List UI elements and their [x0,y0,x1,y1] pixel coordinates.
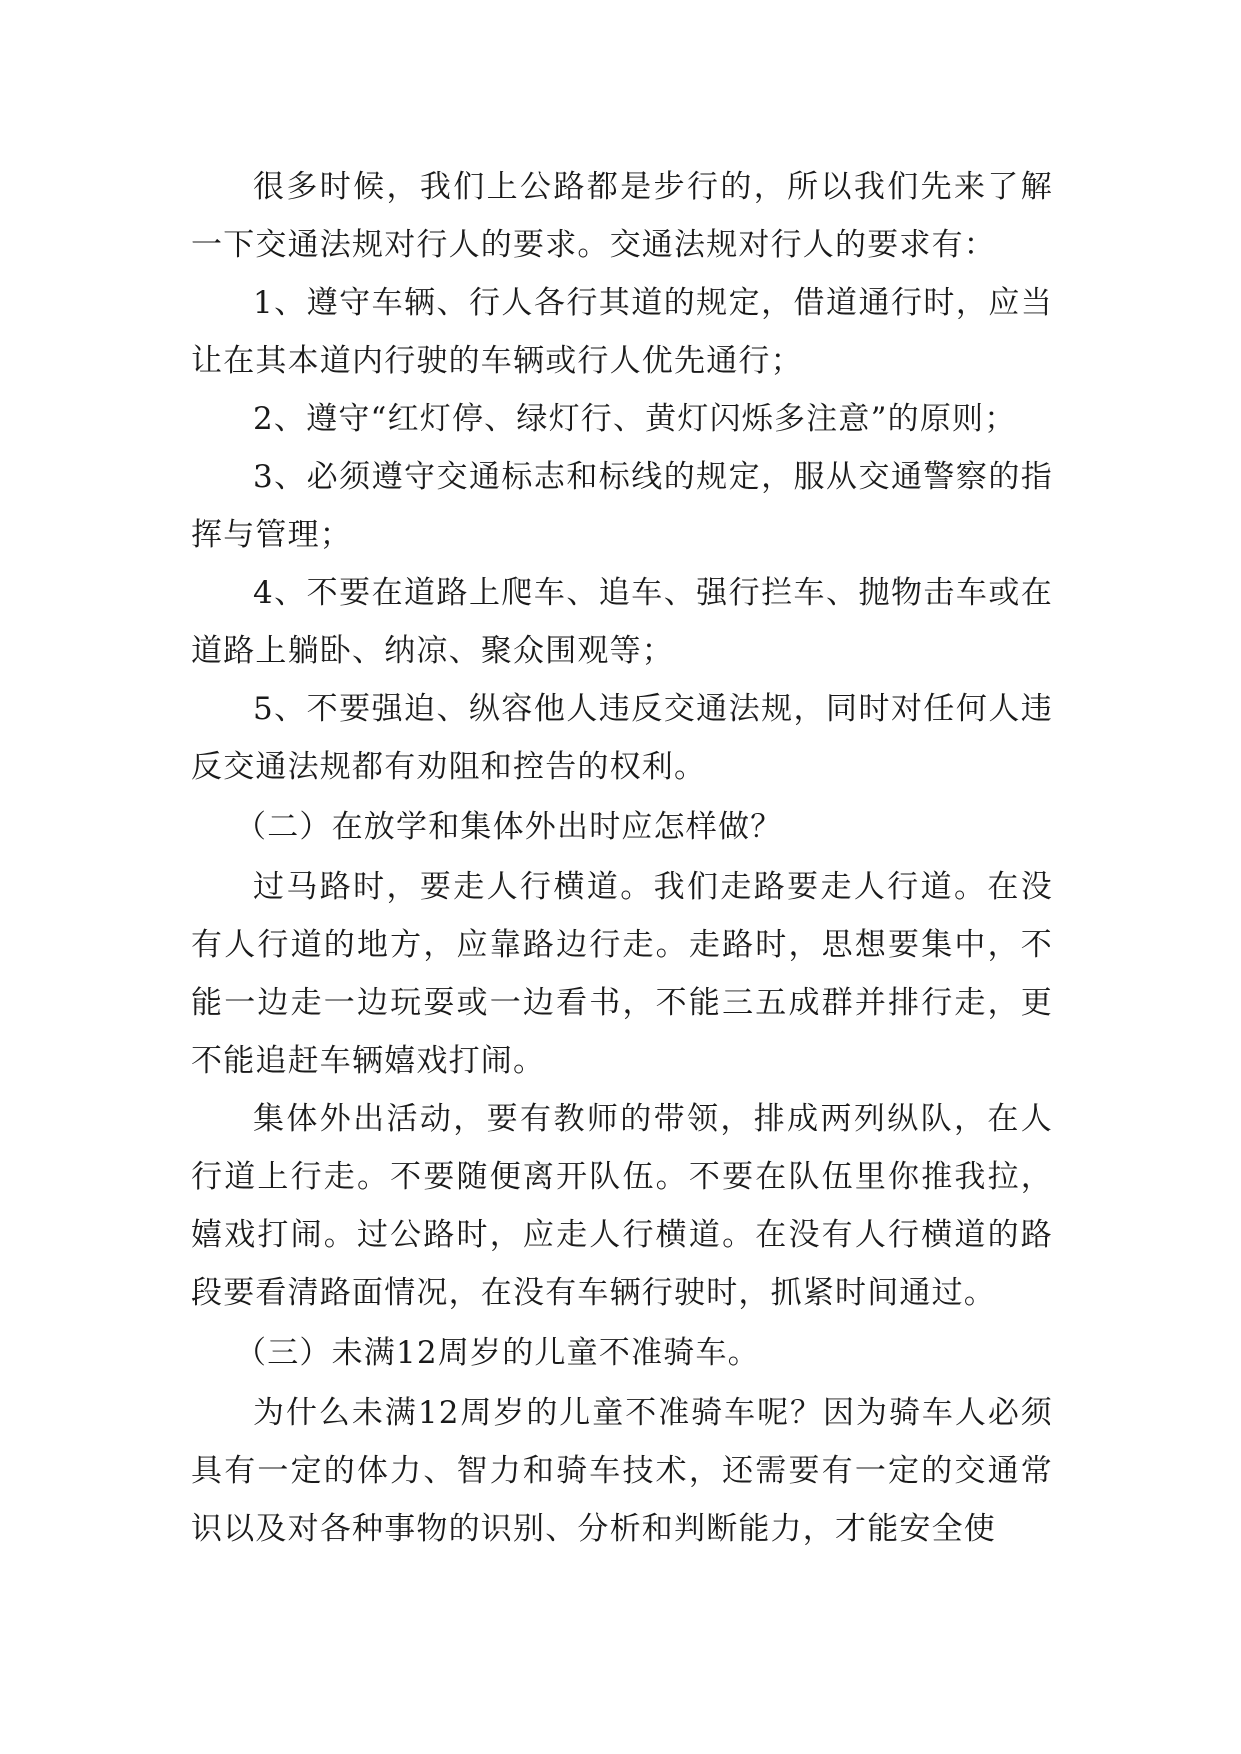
paragraph-crossing-road: 过马路时，要走人行横道。我们走路要走人行道。在没有人行道的地方，应靠路边行走。走路时，思想要集中，不能一边走一边玩耍或一边看书，不能三五成群并排行走，更不能追赶车辆嬉戏打闹。 [191,869,1053,1079]
list-item-rule-3: 3、必须遵守交通标志和标线的规定，服从交通警察的指挥与管理； [191,459,1053,553]
paragraph-intro: 很多时候，我们上公路都是步行的，所以我们先来了解一下交通法规对行人的要求。交通法规对行人的要求有： [191,169,1053,263]
list-item-rule-2: 2、遵守“红灯停、绿灯行、黄灯闪烁多注意”的原则； [253,401,1017,437]
paragraph-cycling-age: 为什么未满12周岁的儿童不准骑车呢？因为骑车人必须具有一定的体力、智力和骑车技术，还需要有一定的交通常识以及对各种事物的识别、分析和判断能力，才能安全使 [191,1395,1053,1547]
list-item-rule-4: 4、不要在道路上爬车、追车、强行拦车、抛物击车或在道路上躺卧、纳凉、聚众围观等； [191,575,1053,669]
list-item-rule-5: 5、不要强迫、纵容他人违反交通法规，同时对任何人违反交通法规都有劝阻和控告的权利。 [191,691,1053,785]
section-heading-3: （三）未满12周岁的儿童不准骑车。 [235,1335,760,1371]
section-heading-2: （二）在放学和集体外出时应怎样做？ [235,809,783,845]
document-page [191,158,1053,1558]
paragraph-group-outing: 集体外出活动，要有教师的带领，排成两列纵队，在人行道上行走。不要随便离开队伍。不要在队伍里你推我拉，嬉戏打闹。过公路时，应走人行横道。在没有人行横道的路段要看清路面情况，在没有车辆行驶时，抓紧时间通过。 [191,1101,1053,1311]
list-item-rule-1: 1、遵守车辆、行人各行其道的规定，借道通行时，应当让在其本道内行驶的车辆或行人优先通行； [191,285,1053,379]
